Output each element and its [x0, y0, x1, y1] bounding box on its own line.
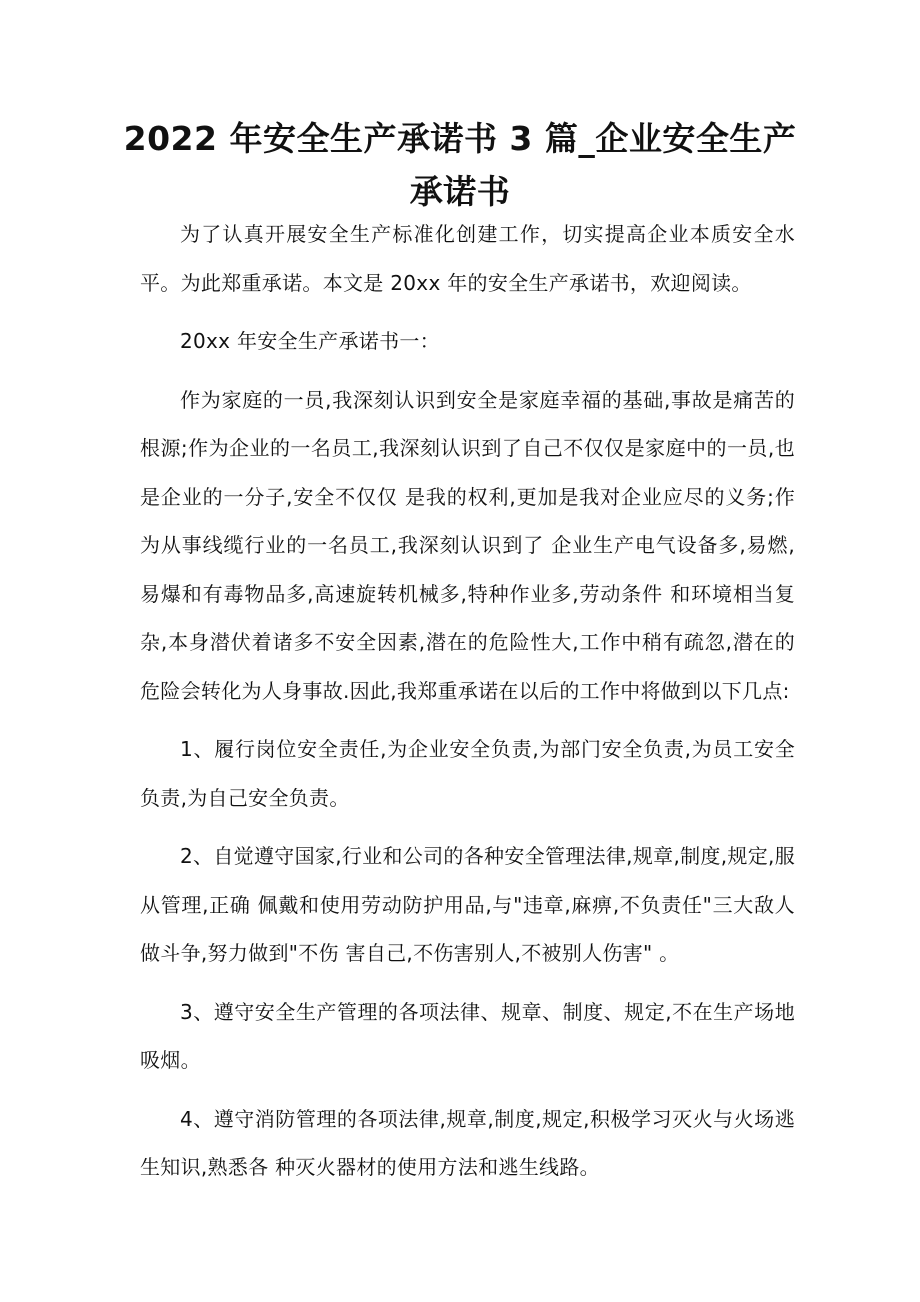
- body-paragraph: 作为家庭的一员,我深刻认识到安全是家庭幸福的基础,事故是痛苦的根源;作为企业的一名员工,我深刻认识到了自己不仅仅是家庭中的一员,也是企业的一分子,安全不仅仅 是我的权利,更加是我对企业应尽的义务;作为从事线缆行业的一名员工,我深刻认识到了 企业生产电气设备多,易燃,易爆和有毒物品多,高速旋转机械多,特种作业多,劳动条件 和环境相当复杂,本身潜伏着诸多不安全因素,潜在的危险性大,工作中稍有疏忽,潜在的危险会转化为人身事故.因此,我郑重承诺在以后的工作中将做到以下几点:: [140, 387, 795, 703]
- section-heading: 20xx 年安全生产承诺书一：: [180, 329, 440, 353]
- list-item-2: 2、自觉遵守国家,行业和公司的各种安全管理法律,规章,制度,规定,服从管理,正确 佩戴和使用劳动防护用品,与"违章,麻痹,不负责任"三大敌人做斗争,努力做到"不伤 害自己,不伤害别人,不被别人伤害" 。: [140, 844, 795, 965]
- list-item-1: 1、履行岗位安全责任,为企业安全负责,为部门安全负责,为员工安全负责,为自己安全负责。: [140, 737, 795, 810]
- document-body: [140, 210, 795, 1202]
- list-item-4: 4、遵守消防管理的各项法律,规章,制度,规定,积极学习灭火与火场逃生知识,熟悉各 种灭火器材的使用方法和逃生线路。: [140, 1106, 795, 1179]
- document-title: 2022 年安全生产承诺书 3 篇_企业安全生产承诺书: [123, 119, 797, 211]
- list-item-3: 3、遵守安全生产管理的各项法律、规章、制度、规定,不在生产场地吸烟。: [140, 999, 795, 1072]
- intro-paragraph: 为了认真开展安全生产标准化创建工作，切实提高企业本质安全水平。为此郑重承诺。本文是 20xx 年的安全生产承诺书，欢迎阅读。: [140, 222, 795, 295]
